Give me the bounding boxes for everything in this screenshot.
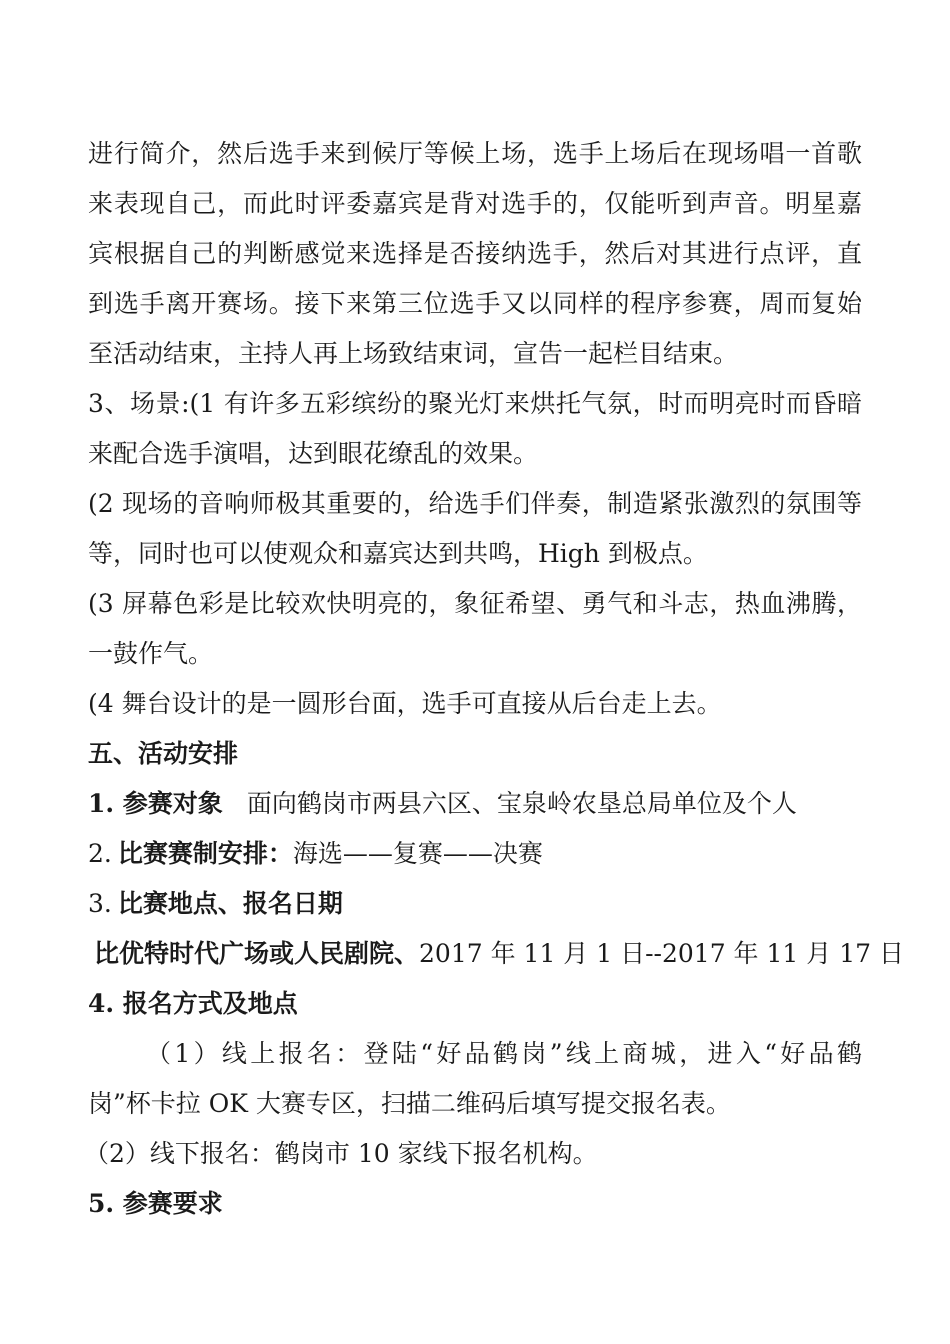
format-label: 比赛赛制安排： — [117, 839, 293, 868]
scene-text-line: 3、场景:(1 有许多五彩缤纷的聚光灯来烘托气氛，时而明亮时而昏暗 — [88, 389, 862, 418]
online-registration-line: （1）线上报名：登陆“好品鹤岗”线上商城，进入“好品鹤 — [146, 1039, 862, 1068]
offline-registration-line: （2）线下报名：鹤岗市 10 家线下报名机构。 — [84, 1139, 598, 1168]
online-registration-line: 岗”杯卡拉 OK 大赛专区，扫描二维码后填写提交报名表。 — [88, 1089, 731, 1118]
venue-number: 3. — [88, 889, 112, 918]
scene-text-line: 等，同时也可以使观众和嘉宾达到共鸣，High 到极点。 — [88, 539, 708, 568]
venue-dates: 2017 年 11 月 1 日--2017 年 11 月 17 日 — [419, 939, 904, 968]
venue-heading: 比赛地点、报名日期 — [117, 889, 343, 918]
scene-text-line: 来配合选手演唱，达到眼花缭乱的效果。 — [88, 439, 539, 468]
scene-text-line: (4 舞台设计的是一圆形台面，选手可直接从后台走上去。 — [88, 689, 722, 718]
participants-label: 1. 参赛对象 — [88, 789, 223, 818]
body-text-line: 宾根据自己的判断感觉来选择是否接纳选手，然后对其进行点评，直 — [88, 239, 862, 268]
section-heading: 五、活动安排 — [88, 739, 239, 768]
scene-text-line: 一鼓作气。 — [88, 639, 214, 668]
format-text: 海选——复赛——决赛 — [292, 839, 543, 868]
format-number: 2. — [88, 839, 112, 868]
participants-text: 面向鹤岗市两县六区、宝泉岭农垦总局单位及个人 — [246, 789, 797, 818]
body-text-line: 来表现自己，而此时评委嘉宾是背对选手的，仅能听到声音。明星嘉 — [88, 189, 862, 218]
registration-heading: 4. 报名方式及地点 — [88, 989, 298, 1018]
requirements-heading: 5. 参赛要求 — [88, 1189, 223, 1218]
body-text-line: 进行简介，然后选手来到候厅等候上场，选手上场后在现场唱一首歌 — [88, 139, 862, 168]
scene-text-line: (2 现场的音响师极其重要的，给选手们伴奏，制造紧张激烈的氛围等 — [88, 489, 862, 518]
scene-text-line: (3 屏幕色彩是比较欢快明亮的，象征希望、勇气和斗志，热血沸腾， — [88, 589, 862, 618]
venue-line — [94, 937, 904, 971]
participants-item — [88, 787, 797, 821]
body-text-line: 到选手离开赛场。接下来第三位选手又以同样的程序参赛，周而复始 — [88, 289, 862, 318]
format-item — [88, 837, 543, 871]
venue-label: 比优特时代广场或人民剧院、 — [94, 939, 420, 968]
body-text-line: 至活动结束，主持人再上场致结束词，宣告一起栏目结束。 — [88, 339, 739, 368]
venue-heading-item — [88, 887, 343, 921]
